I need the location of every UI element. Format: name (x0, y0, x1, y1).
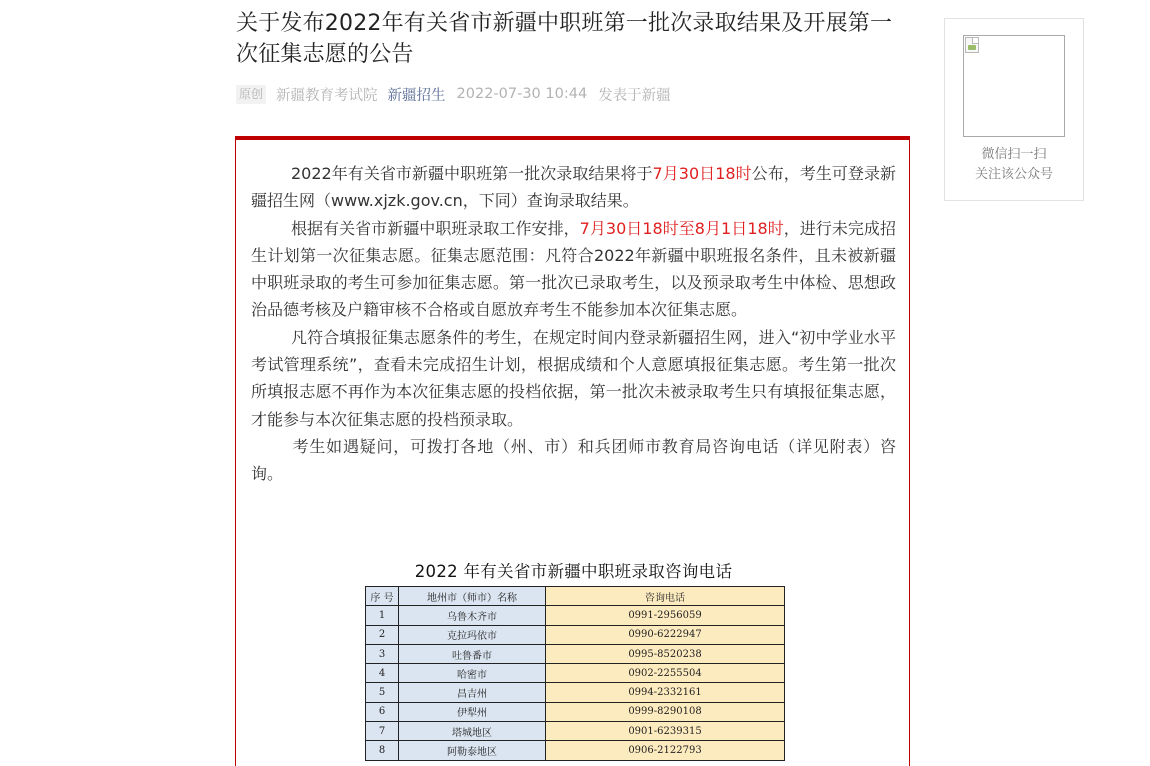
p1-text-after: 公布，考生可登录新疆招生网（www.xjzk.gov.cn，下同）查询录取结果。 (251, 164, 896, 211)
consultation-phone-table (365, 586, 785, 761)
qr-caption-line2: 关注该公众号 (974, 167, 1053, 182)
p1-highlight-date: 7月30日18时 (652, 164, 752, 183)
row-city: 塔城地区 (399, 722, 546, 741)
paragraph-1 (251, 160, 896, 215)
qr-caption (945, 145, 1083, 185)
publish-time: 2022-07-30 10:44 (456, 86, 588, 102)
qr-code-card (944, 18, 1084, 201)
row-city: 乌鲁木齐市 (399, 606, 546, 625)
row-city: 阿勒泰地区 (399, 741, 546, 760)
paragraph-4: 考生如遇疑问，可拨打各地（州、市）和兵团师市教育局咨询电话（详见附表）咨询。 (251, 436, 896, 484)
header-number: 序 号 (366, 587, 399, 606)
row-number: 2 (366, 625, 399, 644)
publish-location: 发表于新疆 (598, 87, 671, 104)
row-number: 5 (366, 683, 399, 702)
table-row (366, 741, 785, 760)
row-number: 3 (366, 644, 399, 663)
row-phone: 0995-8520238 (546, 644, 785, 663)
table-row (366, 664, 785, 683)
article-title: 关于发布2022年有关省市新疆中职班第一批次录取结果及开展第一次征集志愿的公告 (236, 11, 893, 67)
p2-highlight-date: 7月30日18时至8月1日18时 (579, 218, 784, 238)
row-phone: 0991-2956059 (546, 606, 785, 625)
row-phone: 0901-6239315 (546, 722, 785, 741)
article-content-box (235, 136, 910, 766)
paragraph-3: 凡符合填报征集志愿条件的考生，在规定时间内登录新疆招生网，进入“初中学业水平考试管理系统”，查看未完成招生计划，根据成绩和个人意愿填报征集志愿。考生第一批次所填报志愿不再作为本次征集志愿的投档依据，第一批次未被录取考生只有填报征集志愿，才能参与本次征集志愿的投档预录取。 (251, 327, 896, 429)
article-source: 新疆教育考试院 (276, 87, 378, 104)
row-number: 1 (366, 606, 399, 625)
p1-text-before: 2022年有关省市新疆中职班第一批次录取结果将于 (291, 164, 653, 183)
row-phone: 0906-2122793 (546, 741, 785, 760)
header-city: 地州市（师市）名称 (399, 587, 546, 606)
original-badge: 原创 (236, 85, 266, 104)
article-meta (236, 83, 671, 105)
table-row (366, 606, 785, 625)
p2-text-before: 根据有关省市新疆中职班录取工作安排， (291, 218, 580, 238)
row-number: 4 (366, 664, 399, 683)
broken-image-icon (965, 37, 979, 53)
qr-caption-line1: 微信扫一扫 (981, 147, 1047, 162)
table-row (366, 722, 785, 741)
row-city: 吐鲁番市 (399, 644, 546, 663)
table-row (366, 625, 785, 644)
row-city: 昌吉州 (399, 683, 546, 702)
row-phone: 0902-2255504 (546, 664, 785, 683)
table-header-row (366, 587, 785, 606)
qr-code-image (963, 35, 1065, 137)
p2-text-after: ，进行未完成招生计划第一次征集志愿。征集志愿范围：凡符合2022年新疆中职班报名条件，且未被新疆中职班录取的考生可参加征集志愿。第一批次已录取考生，以及预录取考生中体检、思想政治品德考核及户籍审核不合格或自愿放弃考生不能参加本次征集志愿。 (251, 218, 896, 320)
row-phone: 0999-8290108 (546, 702, 785, 721)
table-row (366, 644, 785, 663)
table-row (366, 702, 785, 721)
row-number: 6 (366, 702, 399, 721)
header-phone: 咨询电话 (546, 587, 785, 606)
row-city: 伊犁州 (399, 702, 546, 721)
paragraph-2 (251, 215, 896, 324)
article-body (251, 160, 896, 488)
row-number: 7 (366, 722, 399, 741)
row-phone: 0990-6222947 (546, 625, 785, 644)
row-phone: 0994-2332161 (546, 683, 785, 702)
row-number: 8 (366, 741, 399, 760)
row-city: 哈密市 (399, 664, 546, 683)
row-city: 克拉玛依市 (399, 625, 546, 644)
account-name-link[interactable]: 新疆招生 (387, 87, 446, 104)
table-row (366, 683, 785, 702)
table-title: 2022 年有关省市新疆中职班录取咨询电话 (414, 562, 733, 581)
